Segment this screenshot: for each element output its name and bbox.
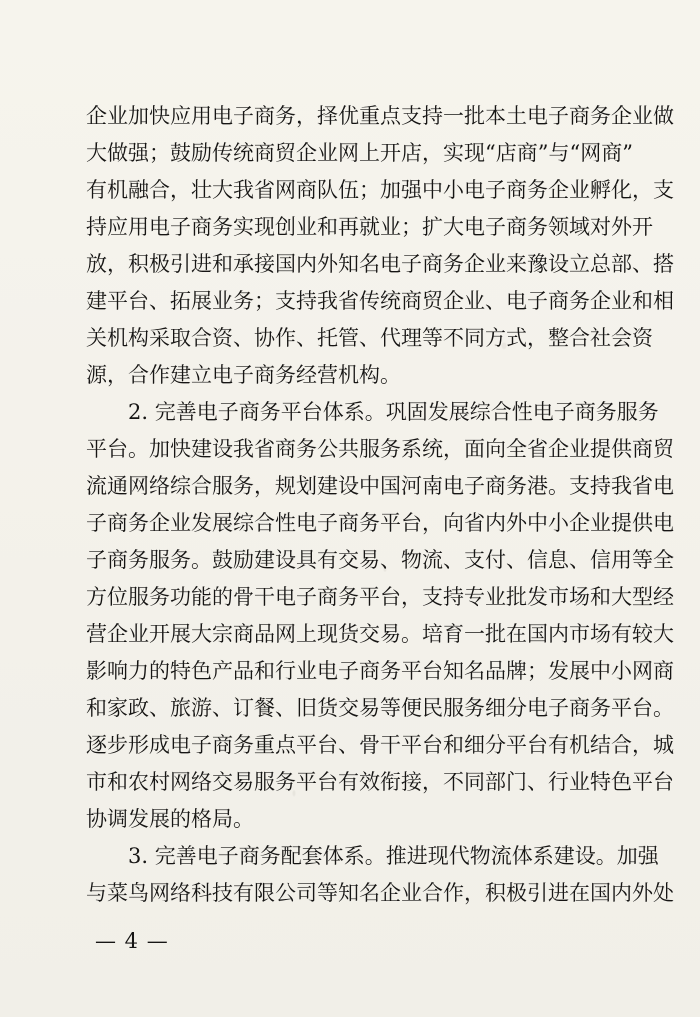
body-text: [86, 98, 674, 912]
page-number: — 4 —: [95, 929, 169, 953]
text-line: 有机融合，壮大我省网商队伍；加强中小电子商务企业孵化，支: [86, 178, 674, 202]
text-line: 持应用电子商务实现创业和再就业；扩大电子商务领域对外开: [86, 215, 653, 239]
text-line: 流通网络综合服务，规划建设中国河南电子商务港。支持我省电: [86, 474, 674, 498]
text-line: 源，合作建立电子商务经营机构。: [86, 363, 401, 387]
text-line: 与菜鸟网络科技有限公司等知名企业合作，积极引进在国内外处: [86, 881, 674, 905]
section-heading-line: 2. 完善电子商务平台体系。巩固发展综合性电子商务服务: [128, 400, 659, 424]
text-line: 方位服务功能的骨干电子商务平台，支持专业批发市场和大型经: [86, 585, 674, 609]
text-line: 影响力的特色产品和行业电子商务平台知名品牌；发展中小网商: [86, 659, 674, 683]
text-line: 建平台、拓展业务；支持我省传统商贸企业、电子商务企业和相: [86, 289, 674, 313]
text-line: 市和农村网络交易服务平台有效衔接，不同部门、行业特色平台: [86, 770, 674, 794]
text-line: 关机构采取合资、协作、托管、代理等不同方式，整合社会资: [86, 326, 653, 350]
text-line: 子商务企业发展综合性电子商务平台，向省内外中小企业提供电: [86, 511, 674, 535]
section-heading-line: 3. 完善电子商务配套体系。推进现代物流体系建设。加强: [128, 844, 659, 868]
text-line: 协调发展的格局。: [86, 807, 254, 831]
text-line: 逐步形成电子商务重点平台、骨干平台和细分平台有机结合，城: [86, 733, 674, 757]
text-line: 和家政、旅游、订餐、旧货交易等便民服务细分电子商务平台。: [86, 696, 674, 720]
text-line: 企业加快应用电子商务，择优重点支持一批本土电子商务企业做: [86, 104, 674, 128]
text-line: 营企业开展大宗商品网上现货交易。培育一批在国内市场有较大: [86, 622, 674, 646]
text-line: 子商务服务。鼓励建设具有交易、物流、支付、信息、信用等全: [86, 548, 674, 572]
text-line: 放，积极引进和承接国内外知名电子商务企业来豫设立总部、搭: [86, 252, 674, 276]
text-line: 平台。加快建设我省商务公共服务系统，面向全省企业提供商贸: [86, 437, 674, 461]
text-line: 大做强；鼓励传统商贸企业网上开店，实现“店商”与“网商”: [86, 141, 633, 165]
